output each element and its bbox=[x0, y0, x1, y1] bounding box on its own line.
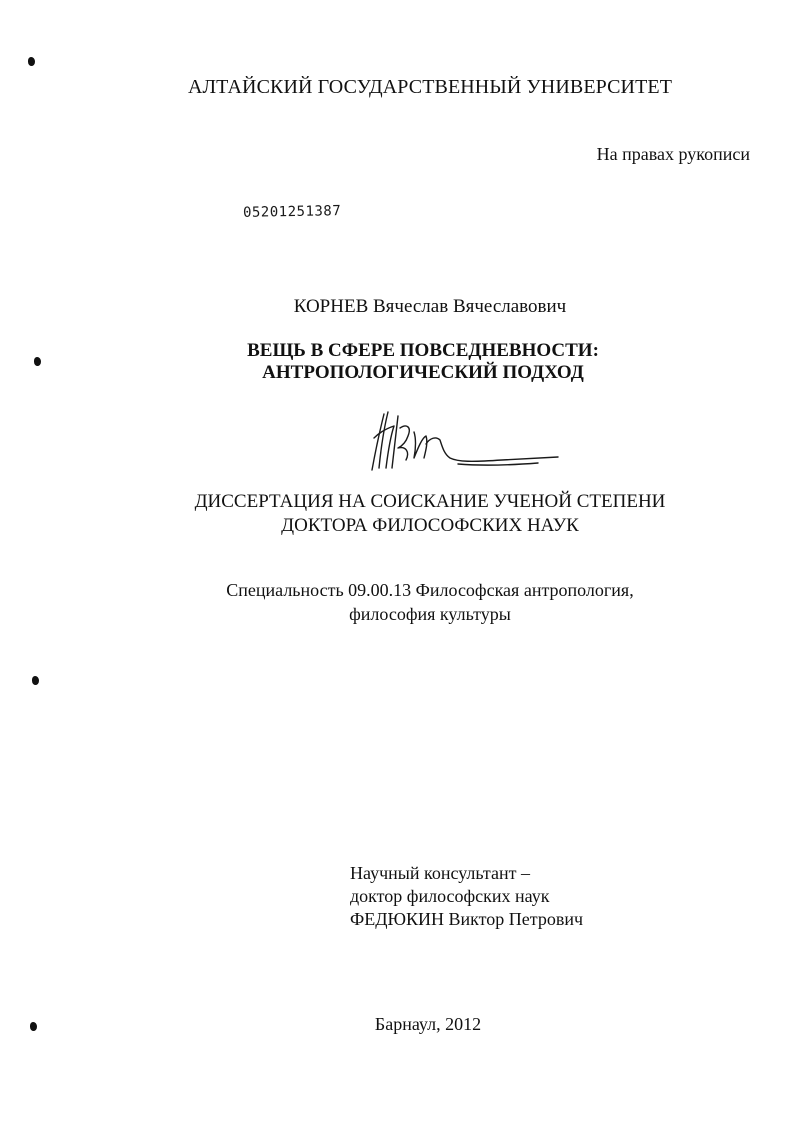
degree-statement bbox=[0, 490, 795, 538]
title-line: ВЕЩЬ В СФЕРЕ ПОВСЕДНЕВНОСТИ: bbox=[247, 340, 599, 361]
binding-mark bbox=[28, 57, 35, 66]
rights-note: На правах рукописи bbox=[596, 144, 750, 164]
consultant-line: доктор философских наук bbox=[350, 886, 550, 906]
binding-mark bbox=[32, 676, 39, 685]
consultant-line: Научный консультант – bbox=[350, 863, 530, 883]
university-name: АЛТАЙСКИЙ ГОСУДАРСТВЕННЫЙ УНИВЕРСИТЕТ bbox=[187, 76, 673, 98]
city-year: Барнаул, 2012 bbox=[374, 1014, 482, 1034]
dissertation-title bbox=[0, 340, 795, 384]
consultant-line: ФЕДЮКИН Виктор Петрович bbox=[350, 909, 584, 929]
specialty-line: Специальность 09.00.13 Философская антропология, bbox=[226, 580, 634, 600]
stamp-number: 05201251387 bbox=[242, 203, 342, 221]
degree-line: ДИССЕРТАЦИЯ НА СОИСКАНИЕ УЧЕНОЙ СТЕПЕНИ bbox=[194, 491, 666, 512]
title-line: АНТРОПОЛОГИЧЕСКИЙ ПОДХОД bbox=[262, 362, 584, 383]
specialty-line: философия культуры bbox=[349, 604, 511, 624]
scientific-consultant bbox=[350, 862, 583, 931]
author-name: КОРНЕВ Вячеслав Вячеславович bbox=[293, 296, 567, 317]
degree-line: ДОКТОРА ФИЛОСОФСКИХ НАУК bbox=[281, 515, 579, 536]
specialty bbox=[0, 578, 795, 626]
handwritten-signature bbox=[362, 408, 572, 478]
